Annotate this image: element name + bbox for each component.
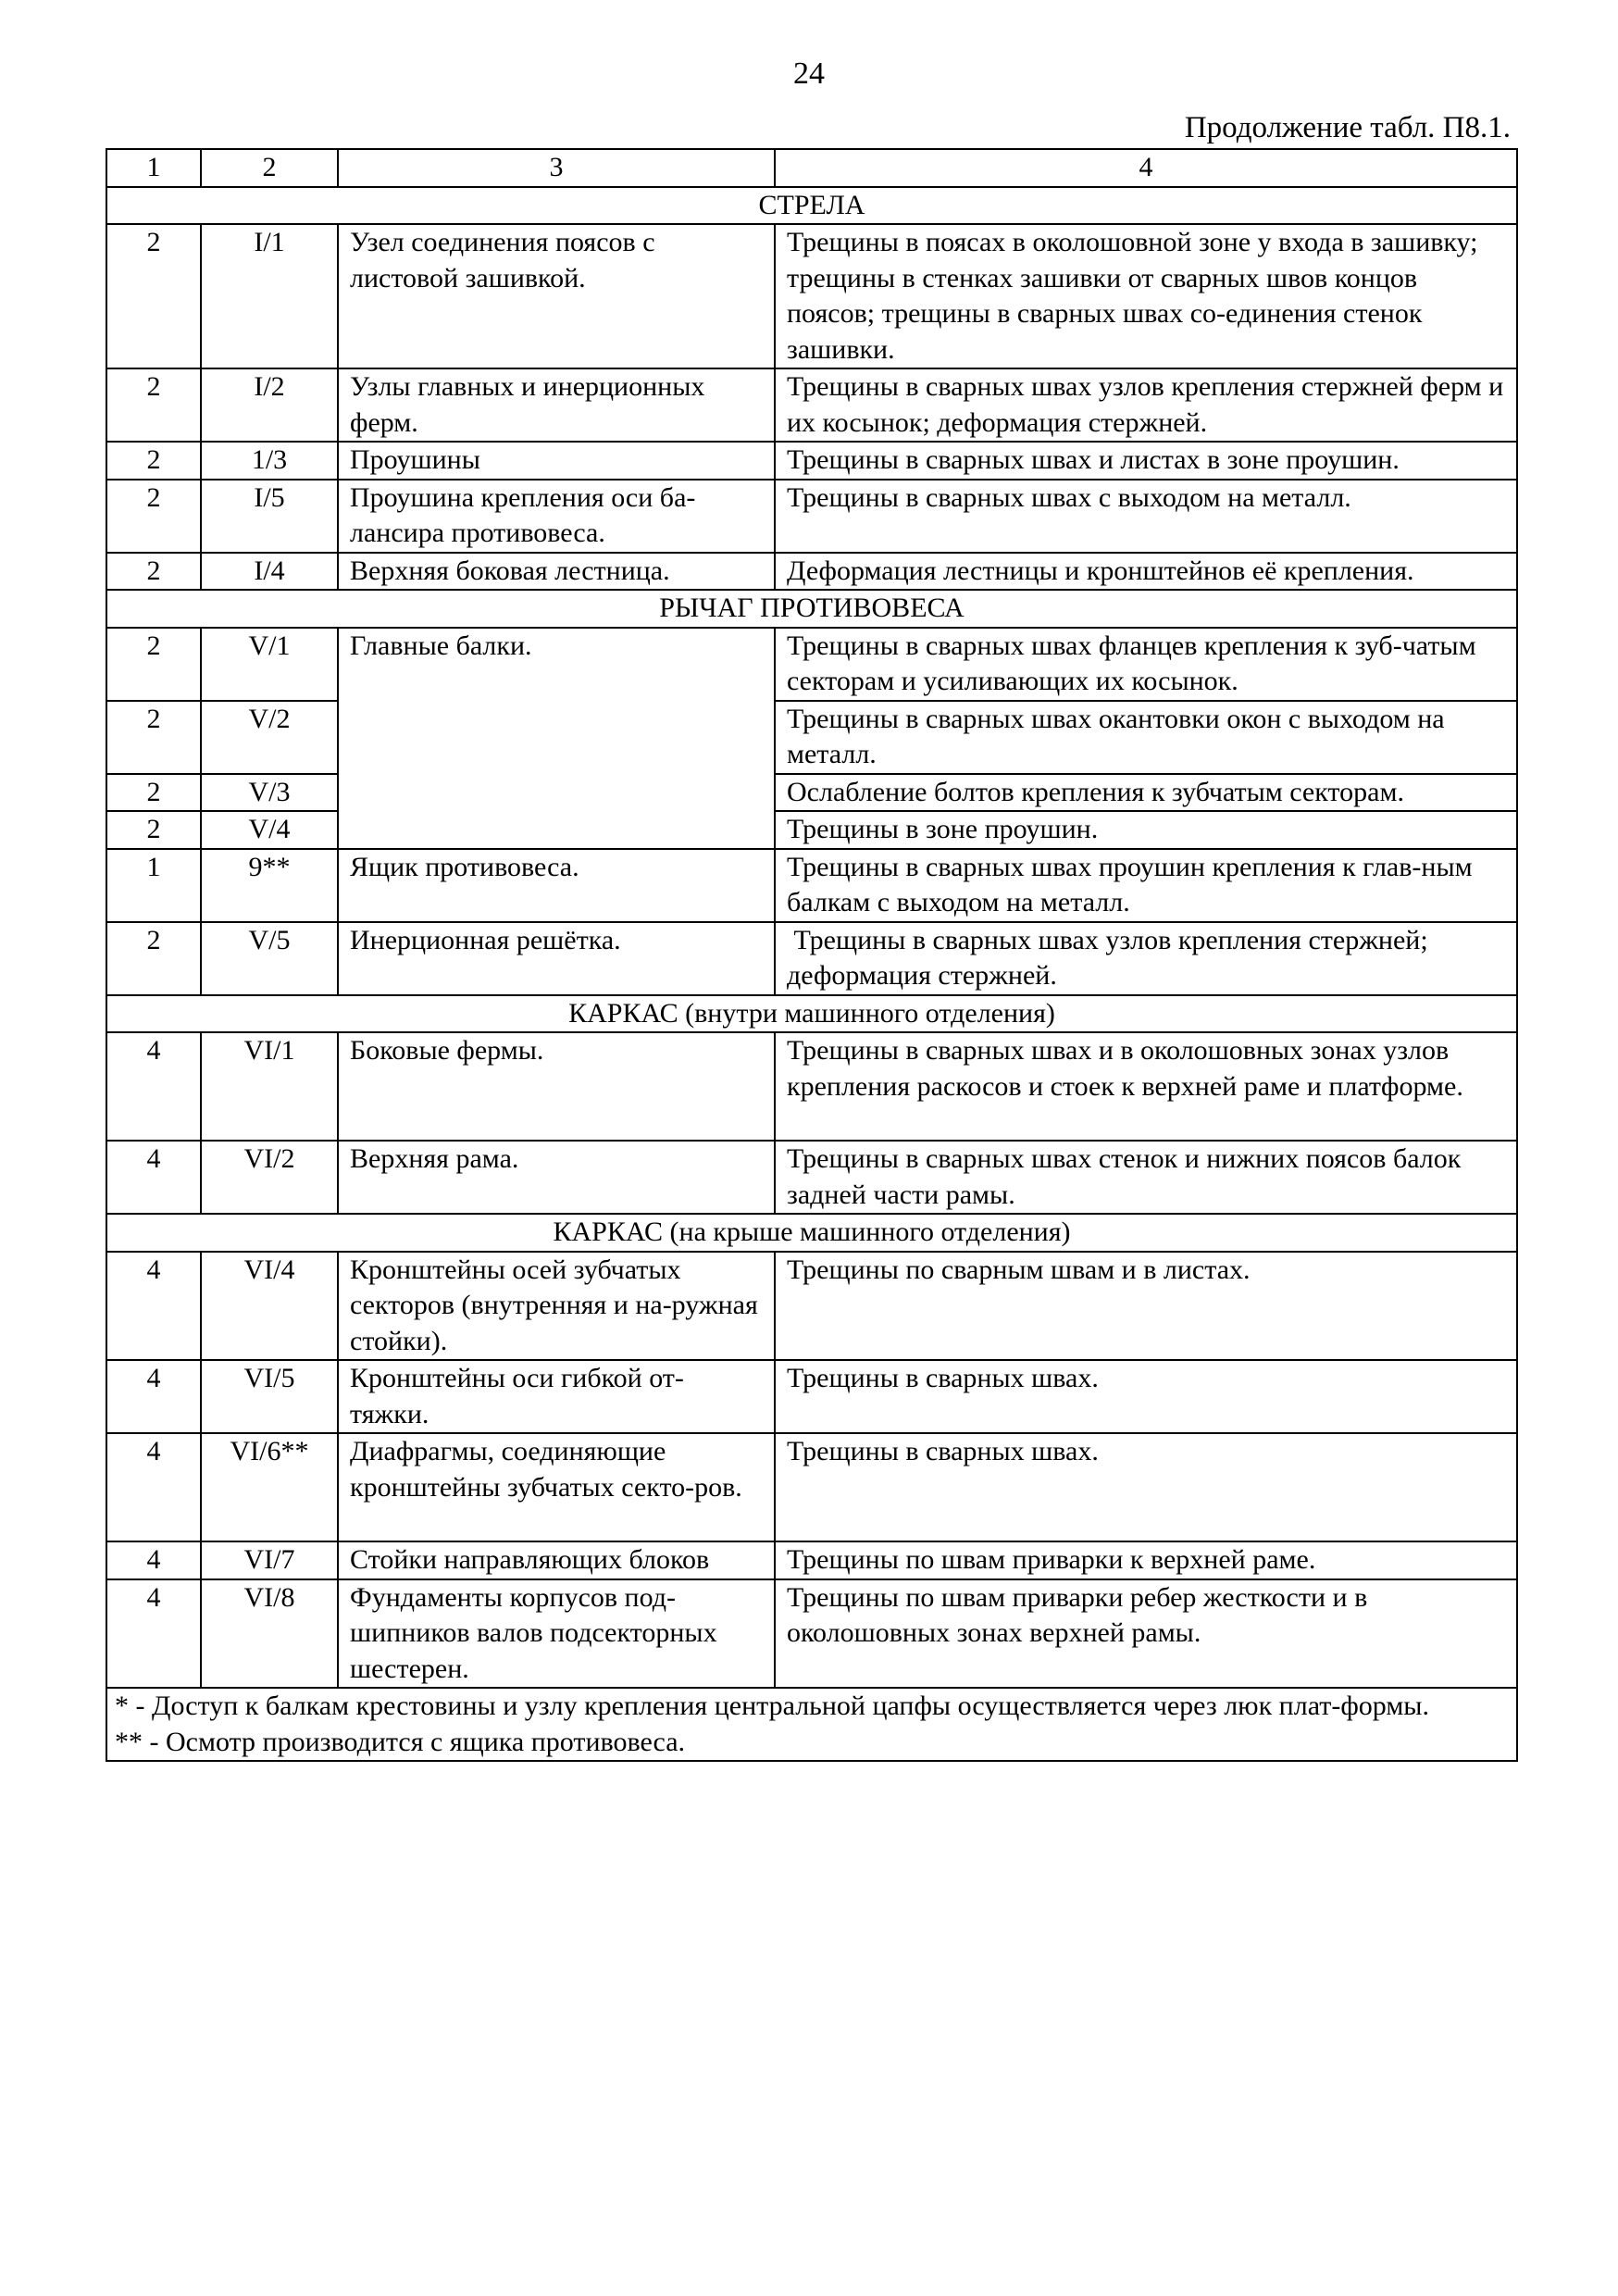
node-cell: V/1 xyxy=(201,628,338,701)
table-row xyxy=(106,922,1517,995)
node-cell: 1/3 xyxy=(201,442,338,480)
table-row xyxy=(106,368,1517,442)
node-cell: VI/2 xyxy=(201,1141,338,1214)
footnote: * - Доступ к балкам крестовины и узлу крепления центральной цапфы осуществляется через люк плат-формы. xyxy=(115,1691,1429,1721)
table-row xyxy=(106,224,1517,368)
table-row xyxy=(106,1032,1517,1141)
node-cell: VI/1 xyxy=(201,1032,338,1141)
defect-cell: Деформация лестницы и кронштейнов её крепления. xyxy=(775,553,1517,591)
node-cell: VI/4 xyxy=(201,1252,338,1361)
table-row xyxy=(106,553,1517,591)
header-cell: 3 xyxy=(338,149,775,187)
defect-cell: Трещины в сварных швах стенок и нижних поясов балок задней части рамы. xyxy=(775,1141,1517,1214)
element-cell: Фундаменты корпусов под-шипников валов подсекторных шестерен. xyxy=(338,1579,775,1689)
section-row xyxy=(106,187,1517,225)
element-cell: Главные балки. xyxy=(338,628,775,849)
element-cell: Узлы главных и инерционных ферм. xyxy=(338,368,775,442)
table-row xyxy=(106,849,1517,922)
table-row xyxy=(106,628,1517,701)
defect-cell: Трещины в сварных швах узлов крепления стержней ферм и их косынок; деформация стержней. xyxy=(775,368,1517,442)
node-cell: V/2 xyxy=(201,701,338,774)
element-cell: Боковые фермы. xyxy=(338,1032,775,1141)
table-row xyxy=(106,1141,1517,1214)
section-row xyxy=(106,1214,1517,1252)
node-cell: 9** xyxy=(201,849,338,922)
element-cell: Инерционная решётка. xyxy=(338,922,775,995)
element-cell: Диафрагмы, соединяющие кронштейны зубчатых секто-ров. xyxy=(338,1433,775,1541)
count-cell: 2 xyxy=(106,553,201,591)
defect-cell: Трещины в сварных швах фланцев крепления к зуб-чатым секторам и усиливающих их косынок. xyxy=(775,628,1517,701)
count-cell: 2 xyxy=(106,368,201,442)
defect-cell: Трещины в сварных швах с выходом на металл. xyxy=(775,480,1517,553)
count-cell: 2 xyxy=(106,480,201,553)
header-cell: 2 xyxy=(201,149,338,187)
header-cell: 1 xyxy=(106,149,201,187)
defect-cell: Трещины в сварных швах проушин крепления к глав-ным балкам с выходом на металл. xyxy=(775,849,1517,922)
node-cell: VI/6** xyxy=(201,1433,338,1541)
table-row xyxy=(106,480,1517,553)
count-cell: 2 xyxy=(106,442,201,480)
table-row xyxy=(106,1579,1517,1689)
count-cell: 2 xyxy=(106,628,201,701)
defect-cell: Ослабление болтов крепления к зубчатым секторам. xyxy=(775,774,1517,812)
table-row xyxy=(106,811,1517,849)
element-cell: Узел соединения поясов с листовой зашивкой. xyxy=(338,224,775,368)
node-cell: VI/7 xyxy=(201,1541,338,1579)
defect-cell: Трещины по сварным швам и в листах. xyxy=(775,1252,1517,1361)
element-cell: Проушины xyxy=(338,442,775,480)
count-cell: 4 xyxy=(106,1579,201,1689)
node-cell: VI/8 xyxy=(201,1579,338,1689)
table-row xyxy=(106,1541,1517,1579)
footnotes xyxy=(106,1688,1517,1761)
section-title: КАРКАС (на крыше машинного отделения) xyxy=(106,1214,1517,1252)
table-row xyxy=(106,1360,1517,1433)
page-number: 24 xyxy=(793,56,825,91)
element-cell: Стойки направляющих блоков xyxy=(338,1541,775,1579)
count-cell: 1 xyxy=(106,849,201,922)
defect-cell: Трещины в поясах в околошовной зоне у входа в зашивку; трещины в стенках зашивки от сварных швов концов поясов; трещины в сварных швах со-единения стенок зашивки. xyxy=(775,224,1517,368)
section-row xyxy=(106,995,1517,1033)
inspection-table xyxy=(106,148,1518,1762)
table-header-row xyxy=(106,149,1517,187)
defect-cell: Трещины в сварных швах. xyxy=(775,1433,1517,1541)
section-row xyxy=(106,590,1517,628)
defect-cell: Трещины по швам приварки ребер жесткости и в околошовных зонах верхней рамы. xyxy=(775,1579,1517,1689)
defect-cell: Трещины в сварных швах узлов крепления стержней; деформация стержней. xyxy=(775,922,1517,995)
element-cell: Верхняя рама. xyxy=(338,1141,775,1214)
count-cell: 2 xyxy=(106,224,201,368)
count-cell: 2 xyxy=(106,701,201,774)
defect-cell: Трещины в зоне проушин. xyxy=(775,811,1517,849)
count-cell: 2 xyxy=(106,774,201,812)
defect-cell: Трещины по швам приварки к верхней раме. xyxy=(775,1541,1517,1579)
defect-cell: Трещины в сварных швах. xyxy=(775,1360,1517,1433)
count-cell: 4 xyxy=(106,1541,201,1579)
defect-cell: Трещины в сварных швах окантовки окон с выходом на металл. xyxy=(775,701,1517,774)
count-cell: 4 xyxy=(106,1032,201,1141)
table-row xyxy=(106,774,1517,812)
element-cell: Проушина крепления оси ба-лансира противовеса. xyxy=(338,480,775,553)
element-cell: Верхняя боковая лестница. xyxy=(338,553,775,591)
element-cell: Ящик противовеса. xyxy=(338,849,775,922)
node-cell: V/3 xyxy=(201,774,338,812)
table-row xyxy=(106,442,1517,480)
footnote: ** - Осмотр производится с ящика противовеса. xyxy=(115,1726,686,1757)
element-cell: Кронштейны оси гибкой от-тяжки. xyxy=(338,1360,775,1433)
node-cell: VI/5 xyxy=(201,1360,338,1433)
defect-cell: Трещины в сварных швах и в околошовных зонах узлов крепления раскосов и стоек к верхней раме и платформе. xyxy=(775,1032,1517,1141)
table-row xyxy=(106,1433,1517,1541)
node-cell: I/1 xyxy=(201,224,338,368)
notes-row xyxy=(106,1688,1517,1761)
table-row xyxy=(106,1252,1517,1361)
section-title: СТРЕЛА xyxy=(106,187,1517,225)
header-cell: 4 xyxy=(775,149,1517,187)
node-cell: I/2 xyxy=(201,368,338,442)
defect-cell: Трещины в сварных швах и листах в зоне проушин. xyxy=(775,442,1517,480)
count-cell: 2 xyxy=(106,922,201,995)
count-cell: 2 xyxy=(106,811,201,849)
node-cell: V/5 xyxy=(201,922,338,995)
count-cell: 4 xyxy=(106,1433,201,1541)
node-cell: V/4 xyxy=(201,811,338,849)
count-cell: 4 xyxy=(106,1360,201,1433)
node-cell: I/5 xyxy=(201,480,338,553)
node-cell: I/4 xyxy=(201,553,338,591)
element-cell: Кронштейны осей зубчатых секторов (внутренняя и на-ружная стойки). xyxy=(338,1252,775,1361)
count-cell: 4 xyxy=(106,1252,201,1361)
section-title: КАРКАС (внутри машинного отделения) xyxy=(106,995,1517,1033)
table-continuation-label: Продолжение табл. П8.1. xyxy=(1184,111,1511,144)
section-title: РЫЧАГ ПРОТИВОВЕСА xyxy=(106,590,1517,628)
count-cell: 4 xyxy=(106,1141,201,1214)
table-row xyxy=(106,701,1517,774)
